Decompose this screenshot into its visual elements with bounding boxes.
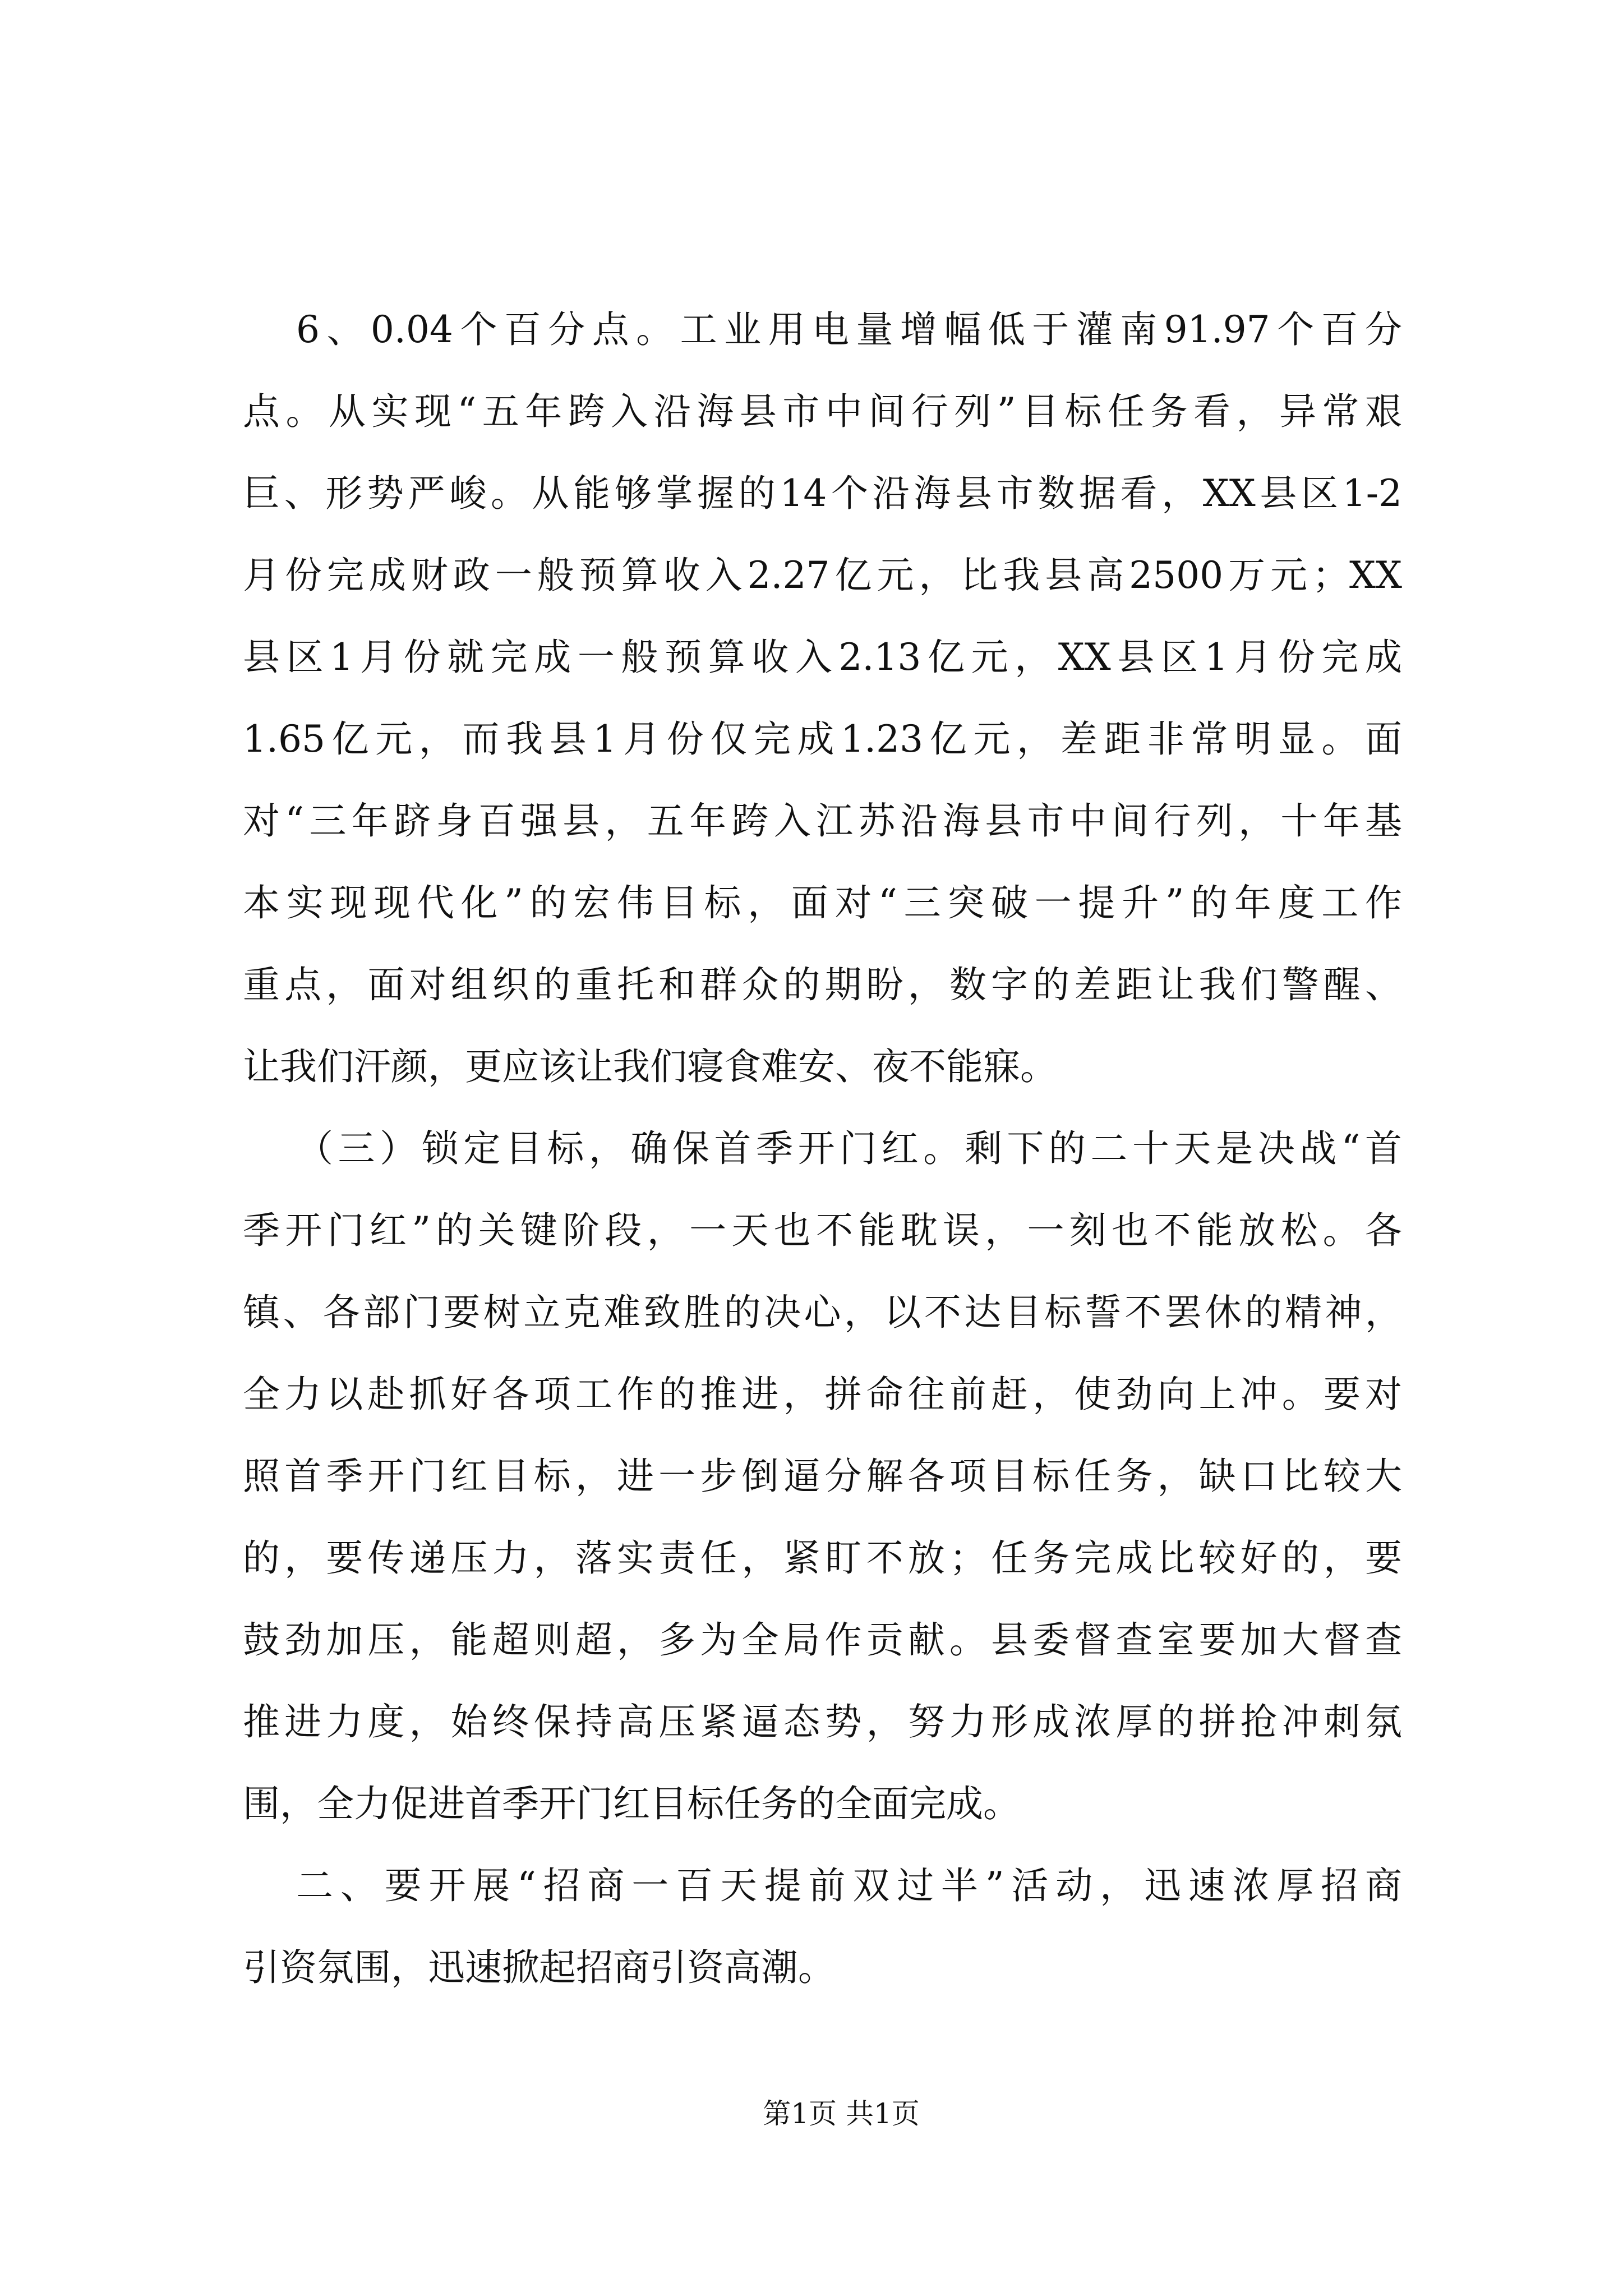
text-line: 鼓劲加压，能超则超，多为全局作贡献。县委督查室要加大督查 xyxy=(243,1618,1402,1662)
text-line: 照首季开门红目标，进一步倒逼分解各项目标任务，缺口比较大 xyxy=(243,1455,1402,1498)
text-line: 让我们汗颜，更应该让我们寝食难安、夜不能寐。 xyxy=(243,1045,1057,1088)
text-line: 镇、各部门要树立克难致胜的决心，以不达目标誓不罢休的精神， xyxy=(243,1291,1402,1334)
text-line: 推进力度，始终保持高压紧逼态势，努力形成浓厚的拼抢冲刺氛 xyxy=(243,1700,1402,1743)
text-line: 引资氛围，迅速掀起招商引资高潮。 xyxy=(243,1946,835,1989)
text-line: 点。从实现“五年跨入沿海县市中间行列”目标任务看，异常艰 xyxy=(243,390,1402,433)
text-line: 季开门红”的关键阶段，一天也不能耽误，一刻也不能放松。各 xyxy=(243,1209,1402,1252)
text-line: 县区1月份就完成一般预算收入2.13亿元，XX县区1月份完成 xyxy=(243,636,1402,679)
text-line: 1.65亿元，而我县1月份仅完成1.23亿元，差距非常明显。面 xyxy=(243,717,1402,761)
text-line: 巨、形势严峻。从能够掌握的14个沿海县市数据看，XX县区1-2 xyxy=(243,472,1402,515)
text-line: 月份完成财政一般预算收入2.27亿元，比我县高2500万元；XX xyxy=(243,554,1402,597)
text-line: 围，全力促进首季开门红目标任务的全面完成。 xyxy=(243,1782,1020,1825)
text-line: 的，要传递压力，落实责任，紧盯不放；任务完成比较好的，要 xyxy=(243,1536,1402,1580)
text-line: 6、0.04个百分点。工业用电量增幅低于灌南91.97个百分 xyxy=(296,308,1402,351)
document-body xyxy=(243,289,1402,2009)
page-footer: 第1页 共1页 xyxy=(763,2097,920,2130)
text-line: 全力以赴抓好各项工作的推进，拼命往前赶，使劲向上冲。要对 xyxy=(243,1373,1402,1416)
paragraph xyxy=(243,1108,1402,1845)
text-line: 二、要开展“招商一百天提前双过半”活动，迅速浓厚招商 xyxy=(296,1864,1402,1907)
paragraph xyxy=(243,1845,1402,2009)
paragraph xyxy=(243,289,1402,1108)
text-line: 重点，面对组织的重托和群众的期盼，数字的差距让我们警醒、 xyxy=(243,963,1402,1006)
text-line: 对“三年跻身百强县，五年跨入江苏沿海县市中间行列，十年基 xyxy=(243,799,1402,843)
text-line: 本实现现代化”的宏伟目标，面对“三突破一提升”的年度工作 xyxy=(243,881,1402,924)
text-line: （三）锁定目标，确保首季开门红。剩下的二十天是决战“首 xyxy=(296,1127,1402,1170)
